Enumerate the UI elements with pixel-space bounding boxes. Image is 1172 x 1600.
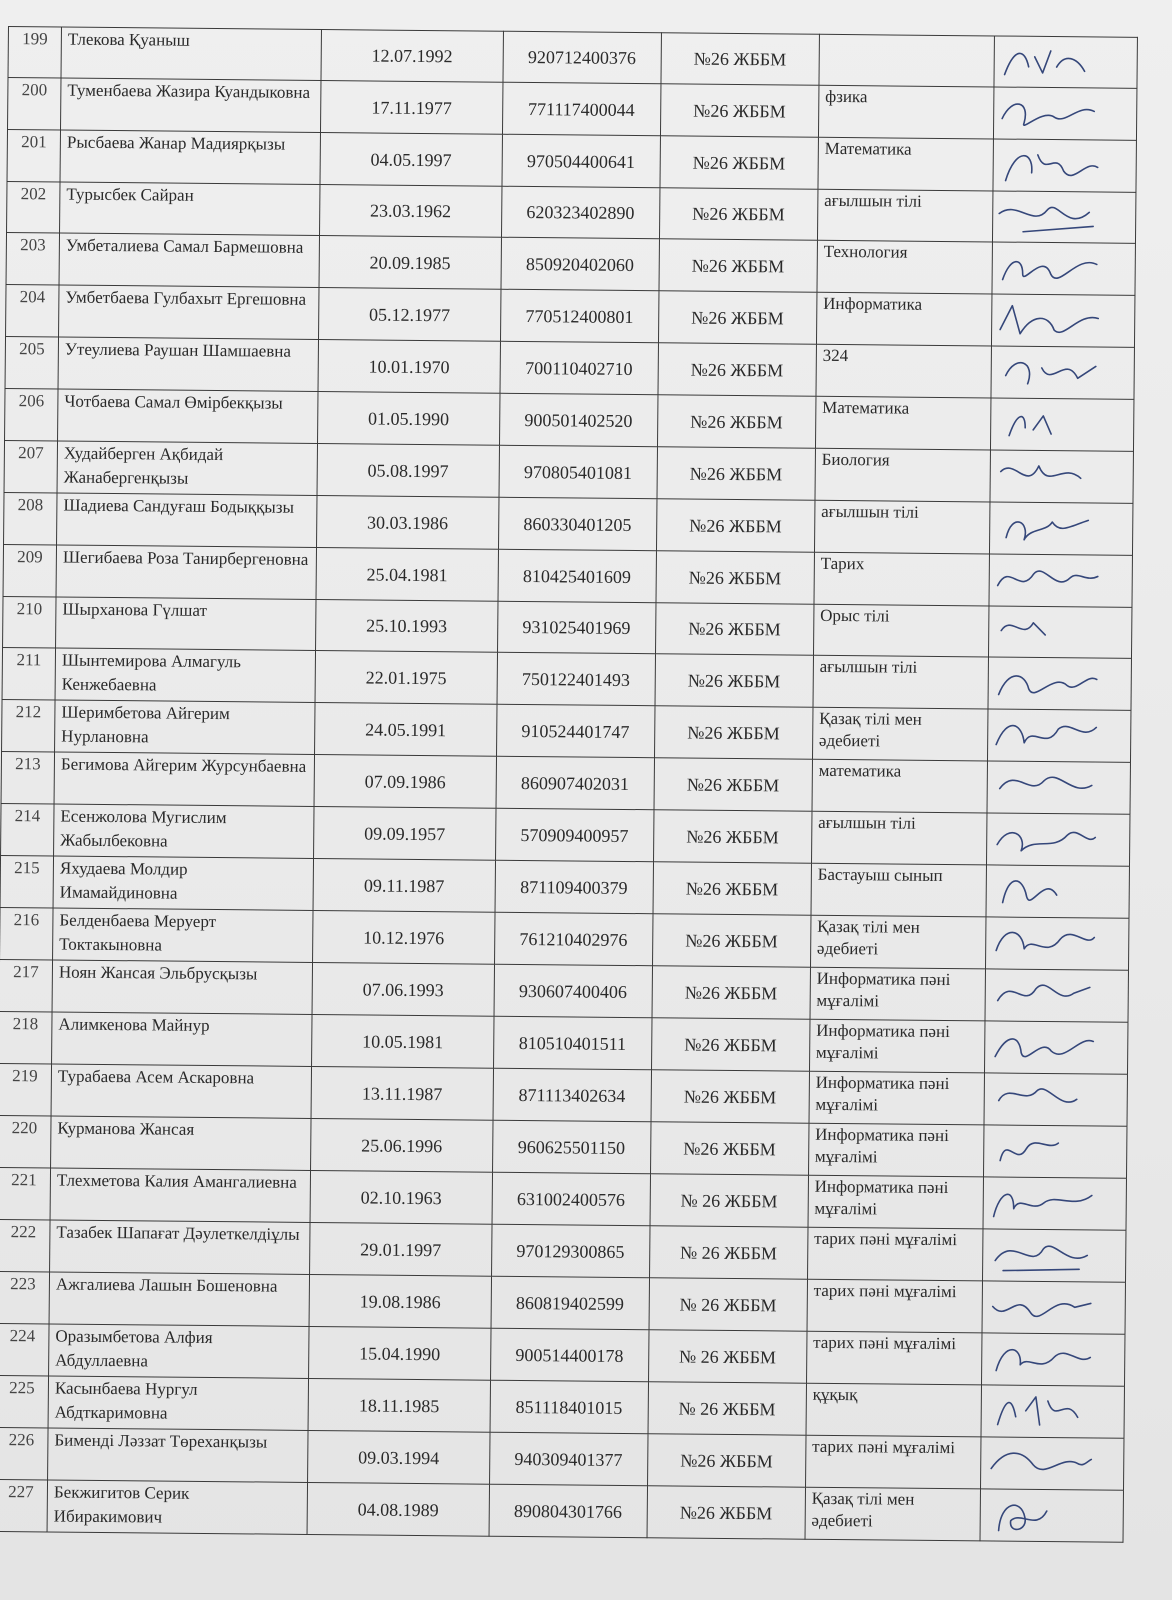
subject-cell: ағылшын тілі [813,655,989,709]
row-number-cell: 207 [4,440,58,493]
full-name-cell: Рысбаева Жанар Мадиярқызы [60,130,321,184]
subject-cell [819,34,995,87]
signature-cell [992,242,1135,295]
handwritten-signature-icon [991,451,1103,502]
iin-number-cell: 871109400379 [495,860,654,914]
birth-date-cell: 01.05.1990 [318,391,500,445]
table-row [0,1479,1123,1542]
subject-cell: тарих пәні мұғалімі [805,1435,981,1489]
signature-cell [981,1385,1124,1438]
birth-date-cell: 09.03.1994 [308,1430,490,1484]
subject-cell: Математика [818,137,994,191]
full-name-cell: Чотбаева Самал Өмірбекқызы [58,389,319,443]
school-name-cell: №26 ЖББМ [654,706,813,760]
signature-cell [988,709,1131,762]
full-name-cell: Алимкенова Майнур [52,1012,313,1066]
birth-date-cell: 22.01.1975 [315,650,497,704]
handwritten-signature-icon [992,295,1104,346]
iin-number-cell: 850920402060 [501,237,660,291]
signature-cell [983,1177,1126,1230]
full-name-cell: Утеулиева Раушан Шамшаевна [58,337,319,391]
school-name-cell: №26 ЖББМ [652,914,811,968]
birth-date-cell: 24.05.1991 [315,702,497,756]
signature-cell [986,865,1129,918]
row-number-cell: 206 [5,388,59,441]
iin-number-cell: 860819402599 [491,1276,650,1330]
birth-date-cell: 10.12.1976 [313,910,495,964]
row-number-cell: 227 [0,1479,48,1532]
handwritten-signature-icon [992,347,1104,398]
handwritten-signature-icon [994,88,1106,139]
school-name-cell: №26 ЖББМ [661,33,820,86]
handwritten-signature-icon [983,1230,1095,1281]
subject-cell: Қазақ тілі мен әдебиеті [812,707,988,761]
row-number-cell: 205 [5,336,59,389]
full-name-cell: Тлехметова Калия Амангалиевна [50,1168,311,1222]
subject-cell: 324 [816,344,992,398]
row-number-cell: 199 [8,27,62,79]
iin-number-cell: 771117400044 [502,82,661,136]
row-number-cell: 208 [4,492,58,545]
signature-cell [990,502,1133,555]
subject-cell: Математика [815,396,991,450]
full-name-cell: Бимендi Ләззат Төреханқызы [48,1428,309,1482]
birth-date-cell: 18.11.1985 [308,1378,490,1432]
school-name-cell: №26 ЖББМ [651,1070,810,1124]
subject-cell: Бастауыш сынып [811,863,987,917]
iin-number-cell: 930607400406 [494,964,653,1018]
birth-date-cell: 10.01.1970 [318,339,500,393]
row-number-cell: 211 [2,647,56,700]
birth-date-cell: 29.01.1997 [310,1222,492,1276]
school-name-cell: №26 ЖББМ [658,291,817,345]
handwritten-signature-icon [986,970,1098,1021]
school-name-cell: №26 ЖББМ [656,499,815,553]
signature-cell [987,813,1130,866]
full-name-cell: Шынтемирова Алмагуль Кенжебаевна [55,648,316,702]
school-name-cell: №26 ЖББМ [651,1018,810,1072]
iin-number-cell: 970129300865 [491,1224,650,1278]
birth-date-cell: 05.12.1977 [319,287,501,341]
iin-number-cell: 860330401205 [498,497,657,551]
handwritten-signature-icon [984,1126,1096,1177]
iin-number-cell: 851118401015 [490,1380,649,1434]
full-name-cell: Белденбаева Меруерт Токтакыновна [53,908,314,962]
birth-date-cell: 17.11.1977 [321,81,503,135]
birth-date-cell: 23.03.1962 [320,185,502,238]
iin-number-cell: 761210402976 [494,912,653,966]
handwritten-signature-icon [995,36,1107,87]
full-name-cell: Бекжигитов Серик Ибиракимович [47,1480,308,1534]
school-name-cell: №26 ЖББМ [659,239,818,293]
subject-cell: тарих пәні мұғалімі [807,1227,983,1281]
row-number-cell: 224 [0,1323,49,1376]
iin-number-cell: 900501402520 [499,393,658,447]
school-name-cell: № 26 ЖББМ [650,1174,809,1228]
birth-date-cell: 13.11.1987 [311,1066,493,1120]
full-name-cell: Касынбаева Нургул Абдткаримовна [48,1376,309,1430]
birth-date-cell: 04.08.1989 [307,1482,489,1536]
birth-date-cell: 09.09.1957 [314,806,496,860]
subject-cell: Информатика пәні мұғалімі [809,1019,985,1073]
handwritten-signature-icon [981,1490,1093,1541]
signature-cell [985,969,1128,1022]
iin-number-cell: 920712400376 [503,31,662,84]
iin-number-cell: 940309401377 [489,1432,648,1486]
full-name-cell: Шегибаева Роза Танирбергеновна [56,545,317,599]
birth-date-cell: 07.09.1986 [314,754,496,808]
school-name-cell: №26 ЖББМ [652,966,811,1020]
signature-cell [993,191,1136,243]
subject-cell: Информатика [816,292,992,346]
school-name-cell: № 26 ЖББМ [649,1226,808,1280]
school-name-cell: №26 ЖББМ [647,1434,806,1488]
school-name-cell: №26 ЖББМ [657,395,816,449]
full-name-cell: Худайберген Ақбидай Жанабергенқызы [57,441,318,495]
full-name-cell: Туменбаева Жазира Куандыковна [61,78,322,132]
row-number-cell: 212 [2,699,56,752]
signature-cell [980,1489,1123,1542]
row-number-cell: 226 [0,1427,48,1480]
row-number-cell: 204 [6,284,60,337]
handwritten-signature-icon [994,140,1106,191]
school-name-cell: № 26 ЖББМ [648,1382,807,1436]
row-number-cell: 201 [7,130,61,183]
row-number-cell: 223 [0,1271,50,1324]
handwritten-signature-icon [987,814,1099,865]
handwritten-signature-icon [982,1334,1094,1385]
full-name-cell: Тлекова Қуаныш [61,27,322,80]
row-number-cell: 220 [0,1115,51,1168]
row-number-cell: 219 [0,1063,52,1116]
row-number-cell: 200 [8,78,62,131]
handwritten-signature-icon [993,243,1105,294]
birth-date-cell: 05.08.1997 [317,443,499,497]
birth-date-cell: 04.05.1997 [320,133,502,187]
signature-cell [984,1125,1127,1178]
school-name-cell: №26 ЖББМ [647,1486,806,1540]
birth-date-cell: 20.09.1985 [319,236,501,290]
iin-number-cell: 900514400178 [490,1328,649,1382]
handwritten-signature-icon [988,762,1100,813]
birth-date-cell: 25.10.1993 [316,599,498,652]
row-number-cell: 209 [3,544,57,597]
full-name-cell: Тазабек Шапағат Дәулеткелдіұлы [50,1220,311,1274]
iin-number-cell: 860907402031 [496,756,655,810]
school-name-cell: №26 ЖББМ [658,343,817,397]
row-number-cell: 216 [0,907,53,960]
handwritten-signature-icon [991,399,1103,450]
school-name-cell: №26 ЖББМ [653,862,812,916]
birth-date-cell: 25.04.1981 [316,547,498,601]
handwritten-signature-icon [987,866,1099,917]
school-name-cell: №26 ЖББМ [659,188,818,241]
handwritten-signature-icon [985,1022,1097,1073]
school-name-cell: №26 ЖББМ [653,810,812,864]
iin-number-cell: 750122401493 [497,652,656,706]
iin-number-cell: 890804301766 [489,1484,648,1538]
school-name-cell: № 26 ЖББМ [649,1278,808,1332]
subject-cell: Информатика пәні мұғалімі [810,967,986,1021]
handwritten-signature-icon [985,1074,1097,1125]
birth-date-cell: 07.06.1993 [312,962,494,1016]
subject-cell: фзика [818,85,994,139]
subject-cell: Технология [817,240,993,294]
school-name-cell: №26 ЖББМ [655,603,814,656]
full-name-cell: Умбетбаева Гулбахыт Ергешовна [59,285,320,339]
subject-cell: тарих пәні мұғалімі [807,1279,983,1333]
handwritten-signature-icon [989,658,1101,709]
row-number-cell: 210 [3,596,57,648]
signature-cell [984,1073,1127,1126]
signature-cell [992,294,1135,347]
signature-cell [989,606,1132,658]
iin-number-cell: 631002400576 [492,1172,651,1226]
iin-number-cell: 570909400957 [495,808,654,862]
handwritten-signature-icon [989,606,1101,657]
full-name-cell: Ноян Жансая Эльбрусқызы [52,960,313,1014]
iin-number-cell: 770512400801 [500,289,659,343]
subject-cell: Қазақ тілі мен әдебиеті [805,1487,981,1541]
full-name-cell: Бегимова Айгерим Журсунбаевна [54,752,315,806]
row-number-cell: 203 [6,232,60,285]
handwritten-signature-icon [993,191,1105,242]
handwritten-signature-icon [982,1386,1094,1437]
handwritten-signature-icon [990,503,1102,554]
iin-number-cell: 700110402710 [500,341,659,395]
full-name-cell: Курманова Жансая [51,1116,312,1170]
full-name-cell: Умбеталиева Самал Бармешовна [59,233,320,287]
table-body [0,27,1137,1543]
row-number-cell: 217 [0,959,53,1012]
signature-cell [991,398,1134,451]
birth-date-cell: 09.11.1987 [313,858,495,912]
subject-cell: ағылшын тілі [817,189,993,242]
subject-cell: Информатика пәні мұғалімі [808,1175,984,1229]
signature-cell [991,346,1134,399]
subject-cell: Қазақ тілі мен әдебиеті [810,915,986,969]
subject-cell: Тарих [814,552,990,606]
signature-cell [982,1281,1125,1334]
subject-cell: Информатика пәні мұғалімі [809,1071,985,1125]
signature-cell [986,917,1129,970]
iin-number-cell: 620323402890 [501,186,660,239]
full-name-cell: Турысбек Сайран [60,182,321,235]
iin-number-cell: 871113402634 [493,1068,652,1122]
signature-cell [983,1229,1126,1282]
full-name-cell: Ажгалиева Лашын Бошеновна [49,1272,310,1326]
row-number-cell: 214 [1,803,55,856]
iin-number-cell: 970805401081 [499,445,658,499]
subject-cell: Биология [815,448,991,502]
handwritten-signature-icon [984,1178,1096,1229]
school-name-cell: №26 ЖББМ [657,447,816,501]
signature-cell [990,450,1133,503]
signature-cell [993,139,1136,192]
full-name-cell: Шеримбетова Айгерим Нурлановна [55,700,316,754]
birth-date-cell: 25.06.1996 [311,1118,493,1172]
iin-number-cell: 931025401969 [497,601,656,654]
row-number-cell: 215 [0,855,54,908]
handwritten-signature-icon [990,555,1102,606]
birth-date-cell: 12.07.1992 [321,30,503,83]
subject-cell: ағылшын тілі [811,811,987,865]
school-name-cell: №26 ЖББМ [656,551,815,605]
iin-number-cell: 960625501150 [492,1120,651,1174]
row-number-cell: 221 [0,1167,51,1220]
subject-cell: құқық [806,1383,982,1437]
iin-number-cell: 810510401511 [493,1016,652,1070]
handwritten-signature-icon [981,1438,1093,1489]
school-name-cell: №26 ЖББМ [655,654,814,708]
iin-number-cell: 910524401747 [496,704,655,758]
birth-date-cell: 19.08.1986 [309,1274,491,1328]
row-number-cell: 222 [0,1219,50,1272]
full-name-cell: Есенжолова Мугислим Жабылбековна [54,804,315,858]
signature-cell [985,1021,1128,1074]
school-name-cell: №26 ЖББМ [654,758,813,812]
row-number-cell: 202 [7,181,61,233]
handwritten-signature-icon [986,918,1098,969]
subject-cell: Информатика пәні мұғалімі [808,1123,984,1177]
full-name-cell: Яхудаева Молдир Имамайдиновна [53,856,314,910]
signature-cell [989,554,1132,607]
birth-date-cell: 10.05.1981 [312,1014,494,1068]
full-name-cell: Турабаева Асем Аскаровна [51,1064,312,1118]
row-number-cell: 218 [0,1011,52,1064]
signature-cell [981,1437,1124,1490]
row-number-cell: 213 [1,751,55,804]
school-name-cell: №26 ЖББМ [660,84,819,138]
signature-cell [994,36,1137,88]
signature-cell [982,1333,1125,1386]
subject-cell: ағылшын тілі [814,500,990,554]
full-name-cell: Шырханова Гүлшат [56,597,317,650]
school-name-cell: № 26 ЖББМ [648,1330,807,1384]
birth-date-cell: 15.04.1990 [309,1326,491,1380]
full-name-cell: Шадиева Сандуғаш Бодыққызы [57,493,318,547]
full-name-cell: Оразымбетова Алфия Абдуллаевна [49,1324,310,1378]
birth-date-cell: 30.03.1986 [317,495,499,549]
iin-number-cell: 970504400641 [502,134,661,188]
school-name-cell: №26 ЖББМ [650,1122,809,1176]
subject-cell: математика [812,759,988,813]
birth-date-cell: 02.10.1963 [310,1170,492,1224]
handwritten-signature-icon [983,1282,1095,1333]
handwritten-signature-icon [988,710,1100,761]
teacher-list-table [0,26,1138,1543]
signature-cell [994,87,1137,140]
signature-cell [987,761,1130,814]
school-name-cell: №26 ЖББМ [660,136,819,190]
subject-cell: Орыс тілі [813,604,989,657]
signature-cell [988,657,1131,710]
iin-number-cell: 810425401609 [498,549,657,603]
row-number-cell: 225 [0,1375,49,1428]
subject-cell: тарих пәні мұғалімі [806,1331,982,1385]
